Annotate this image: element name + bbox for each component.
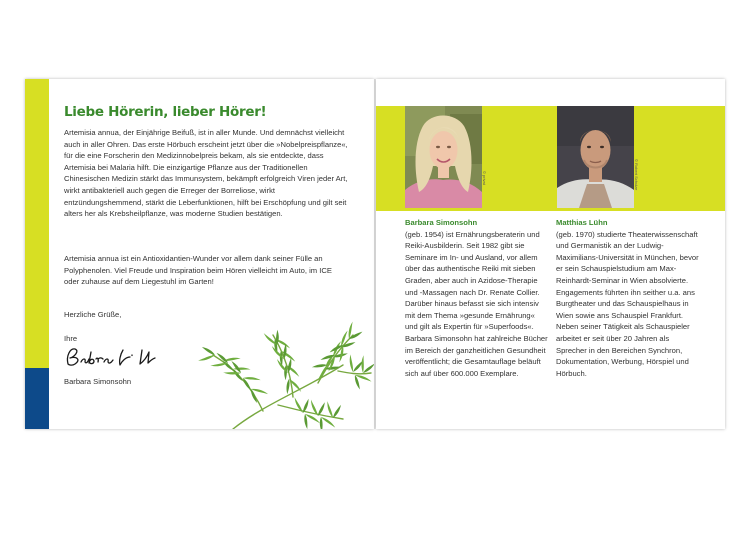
handwritten-signature: [62, 343, 167, 369]
photo-credit-1: © privat: [482, 171, 487, 185]
bio-name-matthias: Matthias Lühn: [556, 218, 608, 227]
bio-text-matthias: (geb. 1970) studierte Theaterwissenschaft und Germanistik an der Ludwig-Maximilians-Universität in München, bevor er sein Schauspielstudium am Max-Reinhardt-Seminar in Wien absolvierte. Engagements führten ihn seither u.a. ans Burgtheater und das Schauspielhaus in Wien sowie ans Schauspiel Frankfurt. Neben seiner Tätigkeit als Schauspieler arbeitet er seit über 20 Jahren als Sprecher in den Bereichen Synchron, Dokumentation, Werbung, Hörspiel und Hörbuch.: [556, 229, 699, 378]
second-paragraph: Artemisia annua ist ein Antioxidantien-Wunder vor allem dank seiner Fülle an Polyphenolen. Viel Freude und Inspiration beim Hören vielleicht im Auto, im ICE oder zuhause auf dem Liegestuhl im Garten!: [64, 254, 332, 287]
bio-column-barbara: [405, 217, 549, 379]
left-page: [25, 79, 374, 429]
bio-column-matthias: [556, 217, 700, 379]
portrait-matthias-luehn: [557, 106, 634, 208]
blue-side-bar: [25, 368, 49, 429]
intro-paragraph: Artemisia annua, der Einjährige Beifuß, ist in aller Munde. Und demnächst vielleicht auch in aller Ohren. Das erste Hörbuch erscheint jetzt über die »Nobelpreispflanze«, für die eine Forscherin den Medizinnobelpreis bekam, als sie entdeckte, dass Artemisia bei Malaria hilft. Die einzigartige Pflanze aus der Traditionellen Chinesischen Medizin stärkt das Immunsystem, bekämpft erfolgreich Viren jeder Art, wirkt antibakteriell auch gegen die Erreger der Borreliose, wirkt entzündungshemmend, stärkt die Leberfunktionen, hilft bei Erschöpfung und gilt seit alters her als Krebsheilpflanze, was moderne Studien bestätigen.: [64, 128, 348, 219]
signature-name: Barbara Simonsohn: [64, 377, 132, 386]
portrait-barbara-simonsohn: [405, 106, 482, 208]
bio-text-barbara: (geb. 1954) ist Ernährungsberaterin und Reiki-Ausbilderin. Seit 1982 gibt sie Seminare im In- und Ausland, vor allem über das authentische Reiki mit sieben Graden, aber auch in Azidose-Therapie und -Massagen nach Dr. Renate Collier. Darüber hinaus befasst sie sich intensiv mit dem Thema »gesunde Ernährung« und gilt als Expertin für »Superfoods«. Barbara Simonsohn hat zahlreiche Bücher im Bereich der ganzheitlichen Gesundheit veröffentlicht; die Gesamtauflage beläuft sich auf über 600.000 Exemplare.: [405, 229, 548, 378]
closing-text: Ihre: [64, 334, 78, 343]
page-heading: Liebe Hörerin, lieber Hörer!: [64, 104, 267, 120]
right-page: [376, 79, 725, 429]
greeting-text: Herzliche Grüße,: [64, 310, 122, 319]
bio-name-barbara: Barbara Simonsohn: [405, 218, 478, 227]
photo-credit-2: © Robert Schulze: [634, 159, 639, 191]
green-side-bar: [25, 79, 49, 368]
artemisia-leaf-illustration: [193, 315, 374, 429]
